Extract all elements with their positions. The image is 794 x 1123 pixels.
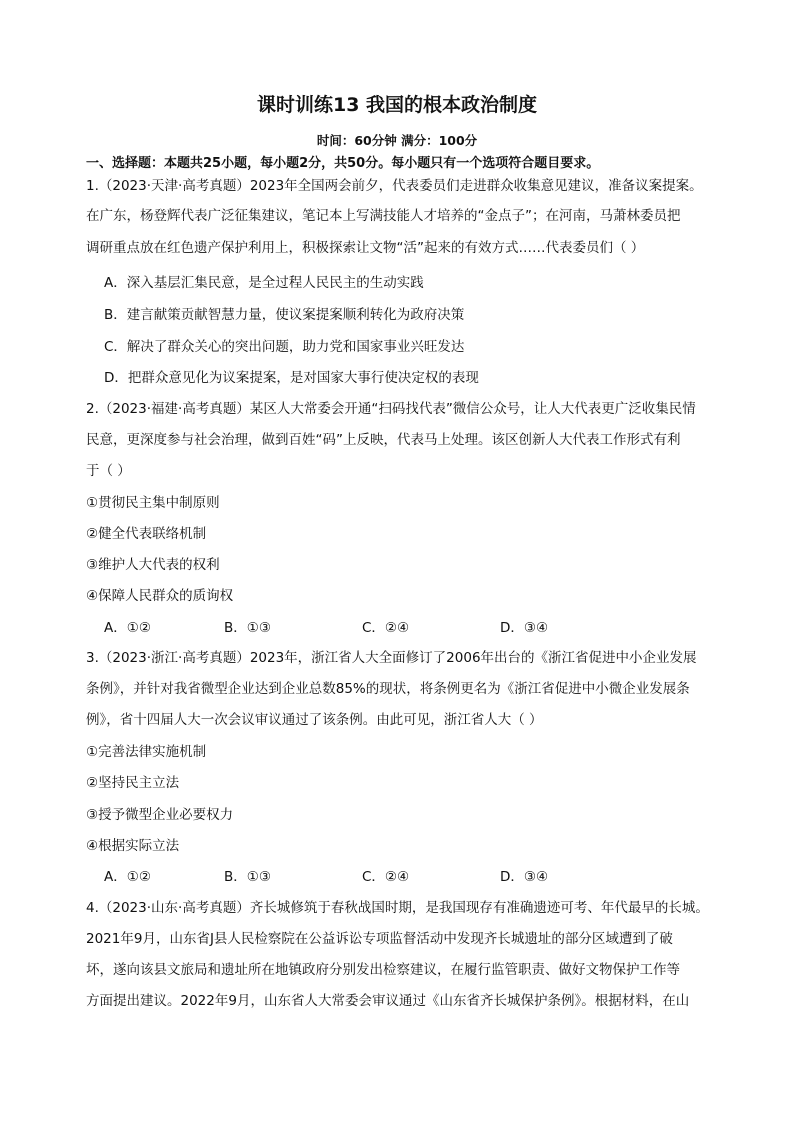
q3-item-4: ④根据实际立法 [86,838,180,854]
q3-item-1: ①完善法律实施机制 [86,744,207,760]
q3-item-2: ②坚持民主立法 [86,775,180,791]
q2-item-1: ①贯彻民主集中制原则 [86,495,220,511]
q1-option-a: A．深入基层汇集民意，是全过程人民民主的生动实践 [104,275,424,291]
q3-choice-a: A．①② [104,869,151,885]
exam-info: 时间：60分钟 满分：100分 [316,133,478,148]
q2-choice-a: A．①② [104,620,151,636]
q4-stem-line: 坏，遂向该县文旅局和遗址所在地镇政府分别发出检察建议，在履行监管职责、做好文物保护工作等 [86,962,680,978]
q2-choice-c: C．②④ [362,620,410,636]
q1-option-d: D．把群众意见化为议案提案，是对国家大事行使决定权的表现 [104,370,479,386]
q2-stem-line: 民意，更深度参与社会治理，做到百姓“码”上反映，代表马上处理。该区创新人大代表工作形式有利 [86,432,681,448]
q3-choice-b: B．①③ [224,869,271,885]
q4-stem-line: 2021年9月，山东省J县人民检察院在公益诉讼专项监督活动中发现齐长城遗址的部分区域遭到了破 [86,931,673,947]
q2-item-4: ④保障人民群众的质询权 [86,588,234,604]
q1-stem-line: 调研重点放在红色遗产保护利用上，积极探索让文物“活”起来的有效方式……代表委员们（ ） [86,240,645,256]
q2-stem-line: 2.（2023·福建·高考真题）某区人大常委会开通“扫码找代表”微信公众号，让人大代表更广泛收集民情 [86,401,696,417]
q2-choice-d: D．③④ [500,620,549,636]
q4-stem-line: 方面提出建议。2022年9月，山东省人大常委会审议通过《山东省齐长城保护条例》。根据材料，在山 [86,993,690,1009]
section-heading: 一、选择题：本题共25小题，每小题2分，共50分。每小题只有一个选项符合题目要求。 [86,156,600,171]
q3-stem-line: 条例》，并针对我省微型企业达到企业总数85%的现状，将条例更名为《浙江省促进中小微企业发展条 [86,681,690,697]
q2-stem-line: 于（ ） [86,463,131,479]
q3-stem-line: 3.（2023·浙江·高考真题）2023年，浙江省人大全面修订了2006年出台的《浙江省促进中小企业发展 [86,650,697,666]
q1-option-b: B．建言献策贡献智慧力量，使议案提案顺利转化为政府决策 [104,307,465,323]
page-title: 课时训练13 我国的根本政治制度 [256,94,538,116]
q2-item-3: ③维护人大代表的权利 [86,557,220,573]
q3-choice-c: C．②④ [362,869,410,885]
q2-item-2: ②健全代表联络机制 [86,526,207,542]
q1-option-c: C．解决了群众关心的突出问题，助力党和国家事业兴旺发达 [104,339,465,355]
q2-choice-b: B．①③ [224,620,271,636]
q3-item-3: ③授予微型企业必要权力 [86,807,234,823]
q1-stem-line: 1.（2023·天津·高考真题）2023年全国两会前夕，代表委员们走进群众收集意见建议，准备议案提案。 [86,178,703,194]
q4-stem-line: 4.（2023·山东·高考真题）齐长城修筑于春秋战国时期，是我国现存有准确遗迹可考、年代最早的长城。 [86,900,709,916]
q3-stem-line: 例》，省十四届人大一次会议审议通过了该条例。由此可见，浙江省人大（ ） [86,712,543,728]
q3-choice-d: D．③④ [500,869,549,885]
q1-stem-line: 在广东，杨登辉代表广泛征集建议，笔记本上写满技能人才培养的“金点子”；在河南，马萧林委员把 [86,208,681,224]
